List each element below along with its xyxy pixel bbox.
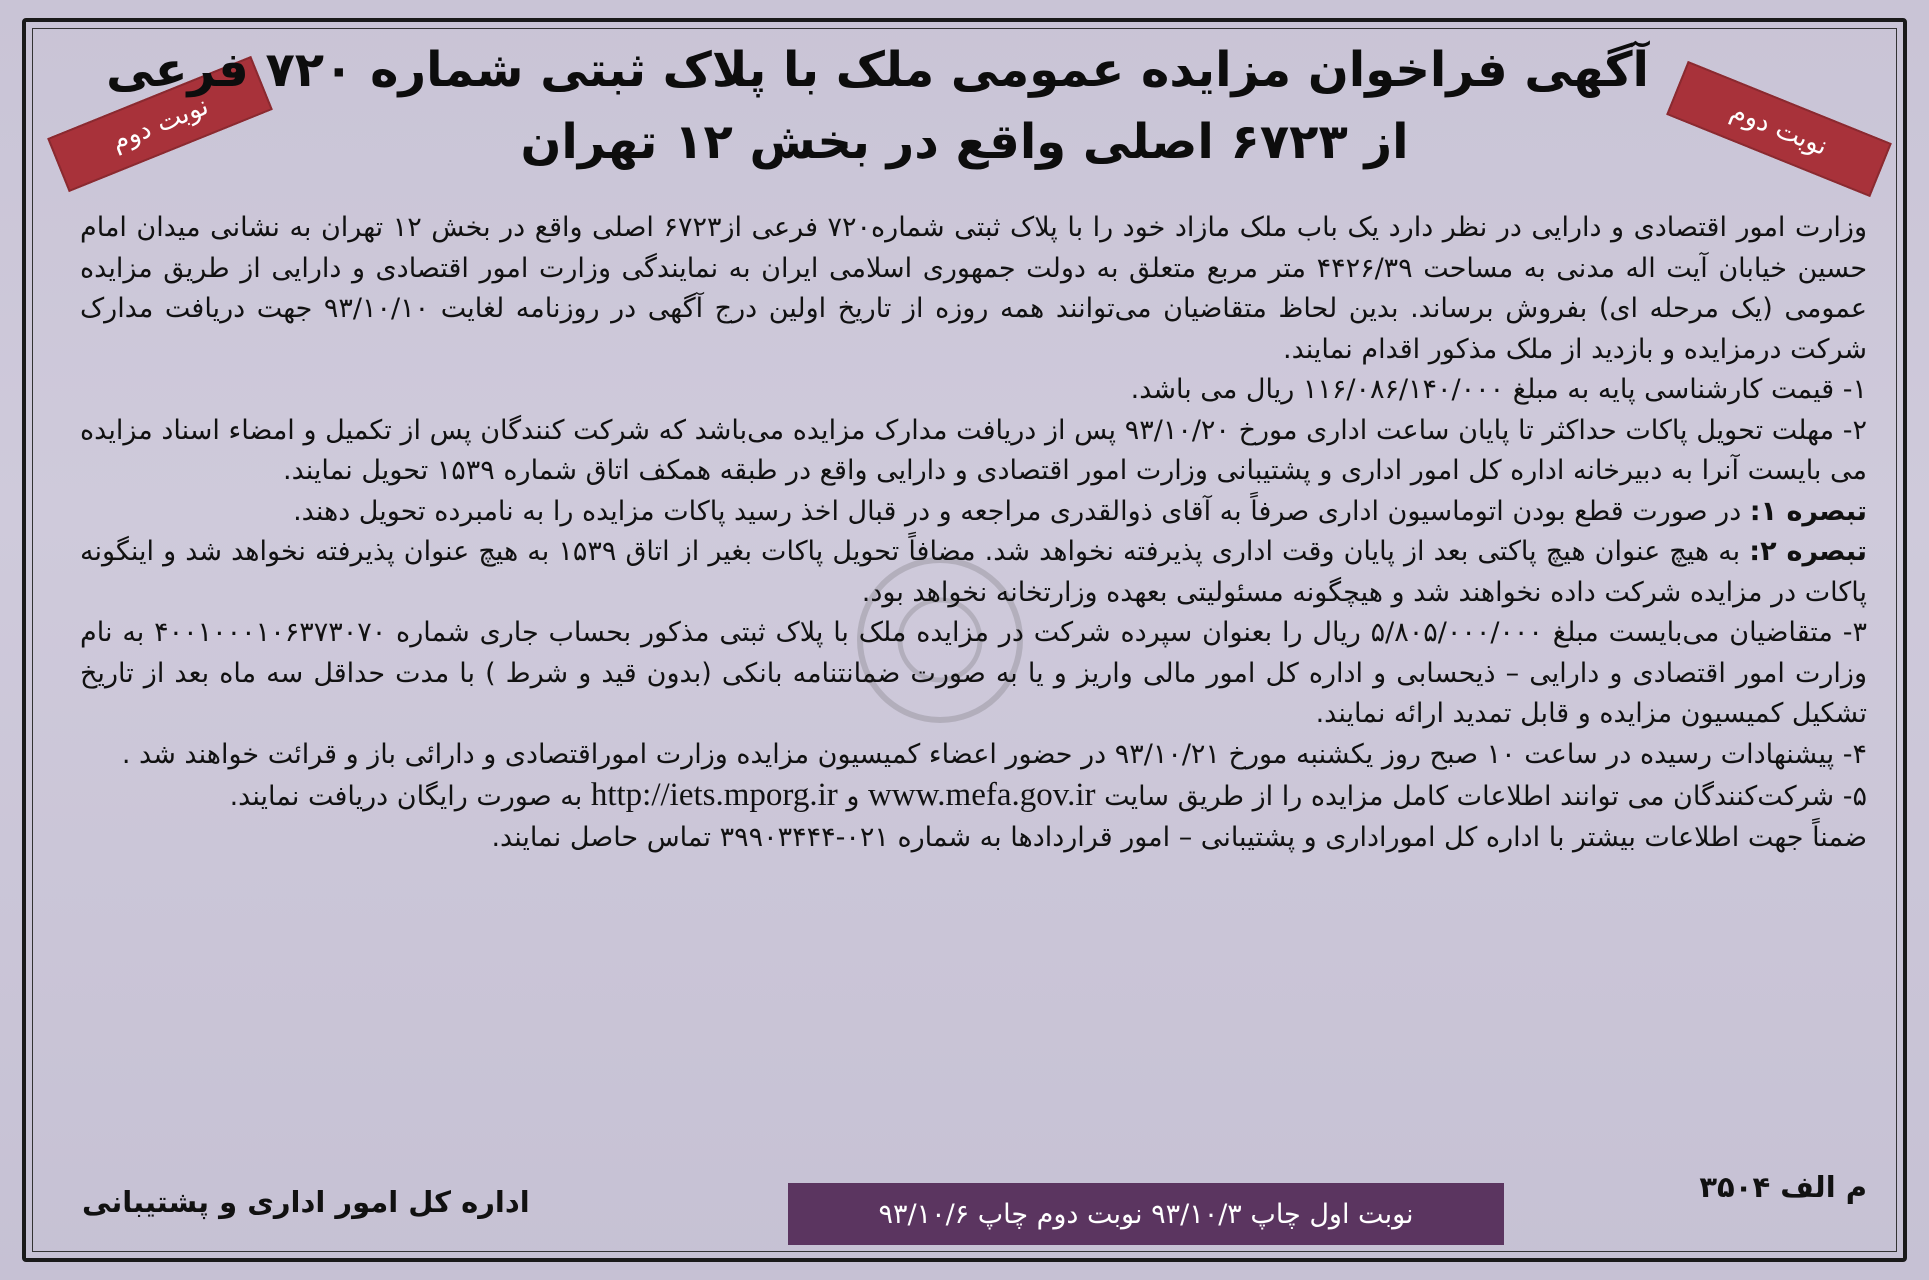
contact-paragraph: ضمناً جهت اطلاعات بیشتر با اداره کل اموراداری و پشتیبانی – امور قراردادها به شماره ۰۲۱-۳۹۹۰۳۴۴۴ تماس حاصل نمایند. — [491, 821, 1867, 853]
title-line-1: آگهی فراخوان مزایده عمومی ملک با پلاک ثبتی شماره ۷۲۰ فرعی — [106, 42, 1649, 98]
item-1: ۱- قیمت کارشناسی پایه به مبلغ ۱۱۶/۰۸۶/۱۴۰/۰۰۰ ریال می باشد. — [1130, 374, 1867, 405]
item-5 — [80, 775, 1867, 818]
issuing-organization: اداره کل امور اداری و پشتیبانی — [82, 1185, 530, 1219]
intro-paragraph: وزارت امور اقتصادی و دارایی در نظر دارد یک باب ملک مازاد خود را با پلاک ثبتی شماره۷۲۰ فرعی از۶۷۲۳ اصلی واقع در بخش ۱۲ تهران به نشانی میدان امام حسین خیابان آیت اله مدنی به مساحت ۴۴۲۶/۳۹ متر مربع متعلق به دولت جمهوری اسلامی ایران به نمایندگی وزارت امور اقتصادی و دارایی از طریق مزایده عمومی (یک مرحله ای) بفروش برساند. بدین لحاظ متقاضیان می‌توانند همه روزه از تاریخ اولین درج آگهی در روزنامه لغایت ۹۳/۱۰/۱۰ جهت دریافت مدارک شرکت درمزایده و بازدید از ملک مذکور اقدام نمایند. — [80, 212, 1868, 365]
item-5-pre: ۵- شرکت‌کنندگان می توانند اطلاعات کامل مزایده را از طریق سایت — [1095, 781, 1867, 812]
note-2-text: به هیچ عنوان هیچ پاکتی بعد از پایان وقت اداری پذیرفته نخواهد شد. مضافاً تحویل پاکات بغیر از اتاق ۱۵۳۹ به هیچ عنوان پذیرفته نخواهد شد و اینگونه پاکات در مزایده شرکت داده نخواهند شد و هیچگونه مسئولیتی بعهده وزارتخانه نخواهد بود. — [80, 536, 1867, 608]
item-5-mid: و — [837, 781, 868, 812]
second-print-ribbon-right: نوبت دوم — [1666, 61, 1892, 197]
note-1-text: در صورت قطع بودن اتوماسیون اداری صرفاً به آقای ذوالقدری مراجعه و در قبال اخذ رسید پاکات مزایده را به نامبرده تحویل دهند. — [293, 495, 1750, 527]
mefa-link[interactable]: www.mefa.gov.ir — [867, 777, 1096, 813]
ad-code: م الف ۳۵۰۴ — [1699, 1170, 1867, 1204]
note-2 — [80, 532, 1867, 613]
item-3: ۳- متقاضیان می‌بایست مبلغ ۵/۸۰۵/۰۰۰/۰۰۰ ریال را بعنوان سپرده شرکت در مزایده ملک با پلاک ثبتی مذکور بحساب جاری شماره ۴۰۰۱۰۰۰۱۰۶۳۷۳۰۷۰ به نام وزارت امور اقتصادی و دارایی – ذیحسابی و اداره کل امور مالی واریز و یا به صورت ضمانتنامه بانکی (بدون قید و شرط ) با مدت حداقل سه ماه بعد از تاریخ تشکیل کمیسیون مزایده و قابل تمدید ارائه نمایند. — [80, 617, 1867, 729]
print-dates-bar: نوبت اول چاپ ۹۳/۱۰/۳ نوبت دوم چاپ ۹۳/۱۰/۶ — [788, 1183, 1504, 1245]
note-1 — [80, 492, 1867, 533]
iets-link[interactable]: http://iets.mporg.ir — [590, 777, 838, 813]
note-2-label: تبصره ۲: — [1749, 536, 1868, 567]
second-print-ribbon-left: نوبت دوم — [47, 56, 273, 192]
item-2: ۲- مهلت تحویل پاکات حداکثر تا پایان ساعت اداری مورخ ۹۳/۱۰/۲۰ پس از دریافت مدارک مزایده می‌باشد که شرکت کنندگان پس از تکمیل و امضاء اسناد مزایده می بایست آنرا به دبیرخانه اداره کل امور اداری و پشتیبانی وزارت امور اقتصادی و دارایی واقع در طبقه همکف اتاق شماره ۱۵۳۹ تحویل نمایند. — [80, 414, 1867, 486]
item-4: ۴- پیشنهادات رسیده در ساعت ۱۰ صبح روز یکشنبه مورخ ۹۳/۱۰/۲۱ در حضور اعضاء کمیسیون مزایده وزارت اموراقتصادی و دارائی باز و قرائت خواهند شد . — [121, 738, 1867, 770]
note-1-label: تبصره ۱: — [1749, 495, 1867, 527]
title-line-2: از ۶۷۲۳ اصلی واقع در بخش ۱۲ تهران — [520, 114, 1409, 170]
item-5-post: به صورت رایگان دریافت نمایند. — [229, 781, 591, 812]
notice-body — [80, 208, 1867, 858]
